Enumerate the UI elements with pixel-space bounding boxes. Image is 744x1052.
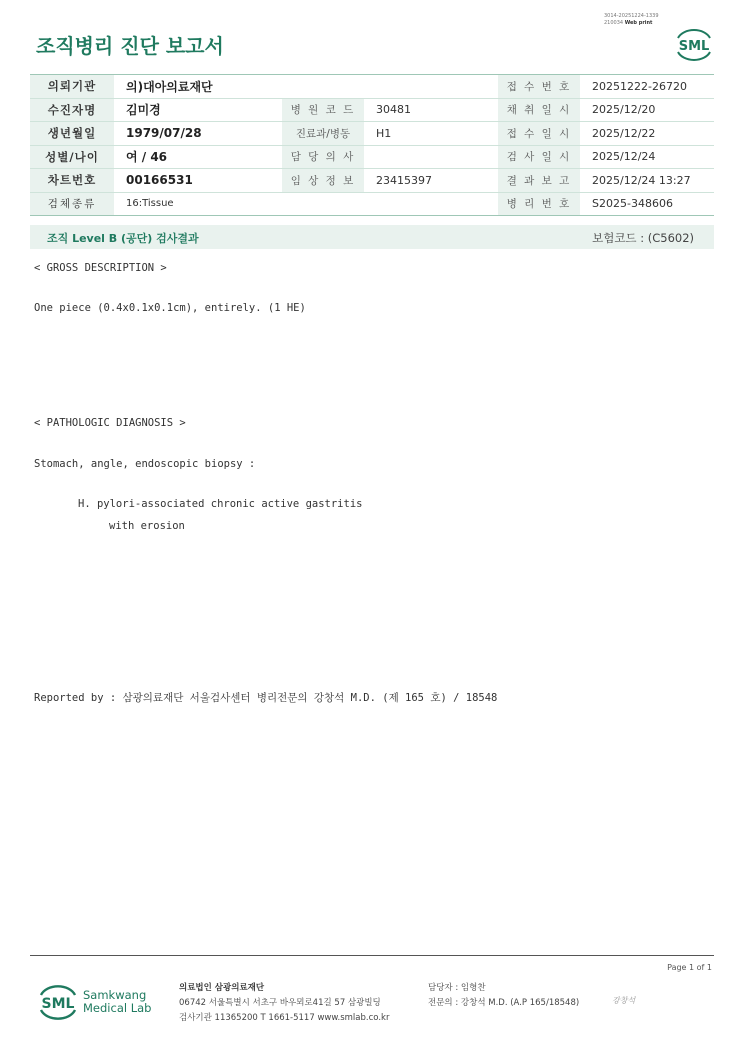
field-value: 23415397 — [364, 169, 498, 193]
print-code-line1: 3014-20251224-1339 — [604, 13, 659, 19]
field-label: 수진자명 — [30, 98, 114, 122]
insurance-code: 보험코드 : (C5602) — [592, 231, 694, 245]
report-title: 조직병리 진단 보고서 — [36, 34, 224, 58]
logo-text: SML — [678, 39, 710, 54]
print-code — [604, 13, 659, 27]
reported-by: Reported by : 삼광의료재단 서울검사센터 병리전문의 강창석 M.D. (제 165 호) / 18548 — [34, 692, 498, 704]
result-section-bar — [30, 225, 714, 249]
sml-footer-logo-icon — [36, 980, 80, 1024]
field-value — [364, 145, 498, 169]
field-label: 임 상 정 보 — [282, 169, 364, 193]
field-value: 김미경 — [114, 98, 282, 122]
field-value — [364, 75, 498, 99]
field-value: 2025/12/20 — [580, 98, 714, 122]
field-value: 16:Tissue — [114, 192, 282, 216]
gross-text: One piece (0.4x0.1x0.1cm), entirely. (1 HE) — [34, 302, 306, 314]
field-label: 의뢰기관 — [30, 75, 114, 99]
footer-divider — [30, 955, 714, 956]
info-row — [30, 122, 714, 146]
brand-name — [83, 989, 151, 1015]
signature: 강창석 — [612, 996, 636, 1005]
field-label: 검체종류 — [30, 192, 114, 216]
footer-staff — [428, 981, 579, 1011]
info-row — [30, 192, 714, 216]
field-label: 접 수 번 호 — [498, 75, 580, 99]
field-label: 진료과/병동 — [282, 122, 364, 146]
field-label: 접 수 일 시 — [498, 122, 580, 146]
brand-line2: Medical Lab — [83, 1001, 152, 1015]
field-value: 의)대아의료재단 — [114, 75, 282, 99]
field-value: S2025-348606 — [580, 192, 714, 216]
patient-info-table — [30, 74, 714, 216]
info-row — [30, 145, 714, 169]
pathology-heading: < PATHOLOGIC DIAGNOSIS > — [34, 417, 186, 429]
field-value: 00166531 — [114, 169, 282, 193]
field-label: 채 취 일 시 — [498, 98, 580, 122]
field-label — [282, 192, 364, 216]
org-name: 의료법인 삼광의료재단 — [179, 983, 265, 993]
specialist-label: 전문의 : — [428, 998, 459, 1008]
info-row — [30, 169, 714, 193]
field-label: 결 과 보 고 — [498, 169, 580, 193]
field-value — [364, 192, 498, 216]
diagnosis-line2: with erosion — [109, 520, 185, 532]
field-value: 2025/12/24 13:27 — [580, 169, 714, 193]
sml-logo-icon — [672, 24, 716, 64]
web-print-label: Web print — [624, 20, 653, 26]
field-value: 1979/07/28 — [114, 122, 282, 146]
field-label: 병 리 번 호 — [498, 192, 580, 216]
field-value: 2025/12/22 — [580, 122, 714, 146]
field-value: 20251222-26720 — [580, 75, 714, 99]
diagnosis-line1: H. pylori-associated chronic active gastritis — [78, 498, 363, 510]
field-label: 검 사 일 시 — [498, 145, 580, 169]
field-label — [282, 75, 364, 99]
contact-line: 검사기관 11365200 T 1661-5117 www.smlab.co.kr — [179, 1013, 390, 1023]
brand-line1: Samkwang — [83, 988, 147, 1002]
info-row — [30, 98, 714, 122]
address-line: 06742 서울특별시 서초구 바우뫼로41길 57 삼광빌딩 — [179, 998, 381, 1008]
field-value: 2025/12/24 — [580, 145, 714, 169]
page-number: Page 1 of 1 — [667, 963, 712, 972]
print-code-line2: 210034 — [604, 20, 624, 26]
section-title: 조직 Level B (공단) 검사결과 — [47, 232, 199, 245]
staff-name: 임형찬 — [460, 983, 486, 993]
info-row — [30, 75, 714, 99]
specialist-name: 강창석 M.D. (A.P 165/18548) — [460, 998, 580, 1008]
field-label: 생년월일 — [30, 122, 114, 146]
gross-heading: < GROSS DESCRIPTION > — [34, 262, 167, 274]
field-value: H1 — [364, 122, 498, 146]
specimen-site: Stomach, angle, endoscopic biopsy : — [34, 458, 256, 470]
staff-label: 담당자 : — [428, 983, 459, 993]
footer-logo-text: SML — [41, 996, 75, 1012]
field-label: 차트번호 — [30, 169, 114, 193]
field-label: 성별/나이 — [30, 145, 114, 169]
field-label: 병 원 코 드 — [282, 98, 364, 122]
field-value: 30481 — [364, 98, 498, 122]
field-label: 담 당 의 사 — [282, 145, 364, 169]
footer-address — [179, 981, 389, 1026]
field-value: 여 / 46 — [114, 145, 282, 169]
